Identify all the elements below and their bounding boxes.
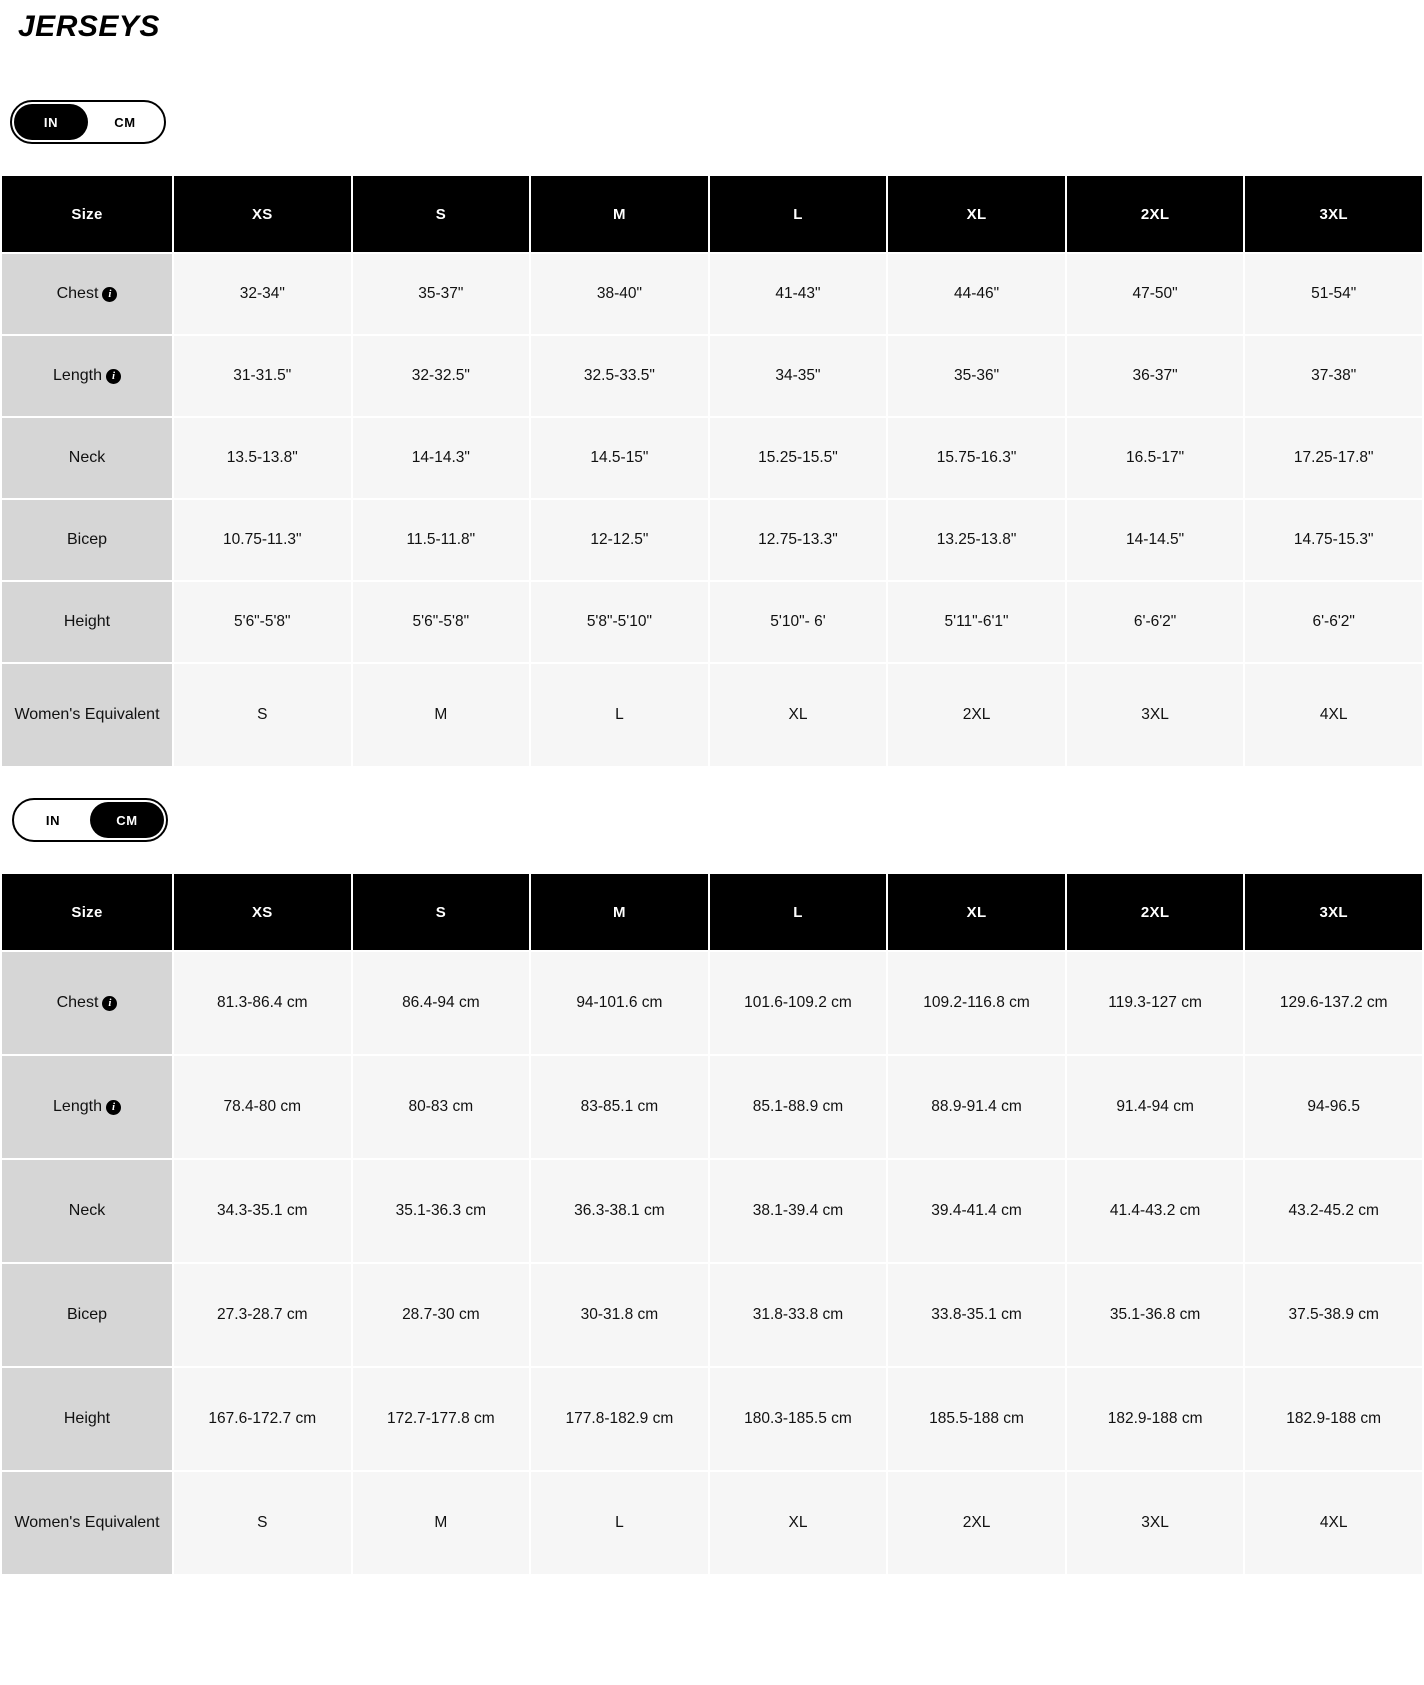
- cell-womens-2xl: 3XL: [1066, 663, 1245, 767]
- cell-height-m: 5'8"-5'10": [530, 581, 709, 663]
- row-header-bicep: Bicep: [1, 499, 173, 581]
- row-header-chest: [1, 253, 173, 335]
- cell-neck-l: 15.25-15.5": [709, 417, 888, 499]
- cell-neck-2xl-cm: 41.4-43.2 cm: [1066, 1159, 1245, 1263]
- unit-toggle-inches[interactable]: [10, 100, 166, 144]
- size-table-inches-body: [1, 253, 1423, 767]
- cell-neck-m-cm: 36.3-38.1 cm: [530, 1159, 709, 1263]
- cell-length-xs-cm: 78.4-80 cm: [173, 1055, 352, 1159]
- column-header-xl-cm: XL: [887, 873, 1066, 951]
- column-header-size: Size: [1, 175, 173, 253]
- cell-womens-3xl: 4XL: [1244, 663, 1423, 767]
- cell-length-l-cm: 85.1-88.9 cm: [709, 1055, 888, 1159]
- cell-height-xl: 5'11"-6'1": [887, 581, 1066, 663]
- cell-bicep-xl: 13.25-13.8": [887, 499, 1066, 581]
- size-table-inches-wrapper: [0, 174, 1424, 768]
- cell-length-2xl: 36-37": [1066, 335, 1245, 417]
- cell-bicep-2xl-cm: 35.1-36.8 cm: [1066, 1263, 1245, 1367]
- cell-chest-s: 35-37": [352, 253, 531, 335]
- cell-womens-m-cm: L: [530, 1471, 709, 1575]
- cell-chest-xl-cm: 109.2-116.8 cm: [887, 951, 1066, 1055]
- cell-length-s-cm: 80-83 cm: [352, 1055, 531, 1159]
- cell-bicep-xs-cm: 27.3-28.7 cm: [173, 1263, 352, 1367]
- cell-womens-m: L: [530, 663, 709, 767]
- cell-height-2xl: 6'-6'2": [1066, 581, 1245, 663]
- cell-bicep-l-cm: 31.8-33.8 cm: [709, 1263, 888, 1367]
- column-header-xl: XL: [887, 175, 1066, 253]
- cell-chest-m-cm: 94-101.6 cm: [530, 951, 709, 1055]
- unit-option-in[interactable]: IN: [14, 104, 88, 140]
- cell-womens-xs-cm: S: [173, 1471, 352, 1575]
- cell-height-xs-cm: 167.6-172.7 cm: [173, 1367, 352, 1471]
- size-table-centimeters: [0, 872, 1424, 1576]
- row-header-bicep-cm: Bicep: [1, 1263, 173, 1367]
- size-chart-page: [0, 10, 1424, 1685]
- row-header-womens-equivalent-cm: Women's Equivalent: [1, 1471, 173, 1575]
- cell-length-2xl-cm: 91.4-94 cm: [1066, 1055, 1245, 1159]
- info-icon[interactable]: i: [102, 996, 117, 1011]
- cell-neck-2xl: 16.5-17": [1066, 417, 1245, 499]
- cell-chest-xs-cm: 81.3-86.4 cm: [173, 951, 352, 1055]
- unit-toggle-centimeters-wrapper: [2, 798, 1424, 842]
- cell-height-l-cm: 180.3-185.5 cm: [709, 1367, 888, 1471]
- column-header-s-cm: S: [352, 873, 531, 951]
- cell-neck-s-cm: 35.1-36.3 cm: [352, 1159, 531, 1263]
- cell-bicep-s-cm: 28.7-30 cm: [352, 1263, 531, 1367]
- cell-length-l: 34-35": [709, 335, 888, 417]
- table-row: [1, 1367, 1423, 1471]
- column-header-xs: XS: [173, 175, 352, 253]
- cell-height-l: 5'10"- 6': [709, 581, 888, 663]
- table-row: [1, 253, 1423, 335]
- cell-neck-xl-cm: 39.4-41.4 cm: [887, 1159, 1066, 1263]
- size-table-centimeters-wrapper: [0, 872, 1424, 1576]
- row-header-womens-equivalent: Women's Equivalent: [1, 663, 173, 767]
- cell-womens-l: XL: [709, 663, 888, 767]
- table-row: [1, 1263, 1423, 1367]
- table-row: [1, 335, 1423, 417]
- row-header-chest-cm: [1, 951, 173, 1055]
- table-header-row: [1, 873, 1423, 951]
- cell-chest-3xl: 51-54": [1244, 253, 1423, 335]
- cell-neck-xl: 15.75-16.3": [887, 417, 1066, 499]
- cell-chest-m: 38-40": [530, 253, 709, 335]
- cell-height-3xl-cm: 182.9-188 cm: [1244, 1367, 1423, 1471]
- cell-neck-3xl-cm: 43.2-45.2 cm: [1244, 1159, 1423, 1263]
- cell-chest-l: 41-43": [709, 253, 888, 335]
- page-title: JERSEYS: [18, 10, 160, 43]
- cell-womens-xl-cm: 2XL: [887, 1471, 1066, 1575]
- cell-womens-3xl-cm: 4XL: [1244, 1471, 1423, 1575]
- row-header-length: [1, 335, 173, 417]
- column-header-2xl-cm: 2XL: [1066, 873, 1245, 951]
- cell-length-3xl-cm: 94-96.5: [1244, 1055, 1423, 1159]
- column-header-s: S: [352, 175, 531, 253]
- cell-chest-2xl: 47-50": [1066, 253, 1245, 335]
- cell-neck-m: 14.5-15": [530, 417, 709, 499]
- table-row: [1, 1159, 1423, 1263]
- cell-womens-l-cm: XL: [709, 1471, 888, 1575]
- table-row: [1, 1055, 1423, 1159]
- cell-neck-xs-cm: 34.3-35.1 cm: [173, 1159, 352, 1263]
- info-icon[interactable]: i: [102, 287, 117, 302]
- table-row: [1, 1471, 1423, 1575]
- cell-neck-xs: 13.5-13.8": [173, 417, 352, 499]
- row-header-length-cm: [1, 1055, 173, 1159]
- cell-chest-2xl-cm: 119.3-127 cm: [1066, 951, 1245, 1055]
- cell-womens-xs: S: [173, 663, 352, 767]
- table-row: [1, 499, 1423, 581]
- size-table-centimeters-body: [1, 951, 1423, 1575]
- row-header-height-cm: Height: [1, 1367, 173, 1471]
- cell-chest-3xl-cm: 129.6-137.2 cm: [1244, 951, 1423, 1055]
- cell-womens-s-cm: M: [352, 1471, 531, 1575]
- column-header-m: M: [530, 175, 709, 253]
- table-row: [1, 417, 1423, 499]
- table-header-row: [1, 175, 1423, 253]
- cell-bicep-m-cm: 30-31.8 cm: [530, 1263, 709, 1367]
- size-table-inches-head: [1, 175, 1423, 253]
- row-label-length: Length: [53, 367, 102, 384]
- unit-option-in-2[interactable]: IN: [45, 812, 61, 828]
- row-header-neck: Neck: [1, 417, 173, 499]
- cell-bicep-xs: 10.75-11.3": [173, 499, 352, 581]
- cell-chest-s-cm: 86.4-94 cm: [352, 951, 531, 1055]
- unit-option-cm[interactable]: CM: [114, 114, 136, 130]
- column-header-m-cm: M: [530, 873, 709, 951]
- column-header-l-cm: L: [709, 873, 888, 951]
- cell-womens-2xl-cm: 3XL: [1066, 1471, 1245, 1575]
- cell-neck-3xl: 17.25-17.8": [1244, 417, 1423, 499]
- cell-neck-l-cm: 38.1-39.4 cm: [709, 1159, 888, 1263]
- cell-length-m-cm: 83-85.1 cm: [530, 1055, 709, 1159]
- table-row: [1, 951, 1423, 1055]
- cell-length-s: 32-32.5": [352, 335, 531, 417]
- column-header-xs-cm: XS: [173, 873, 352, 951]
- cell-length-m: 32.5-33.5": [530, 335, 709, 417]
- cell-womens-s: M: [352, 663, 531, 767]
- cell-height-s: 5'6"-5'8": [352, 581, 531, 663]
- cell-chest-l-cm: 101.6-109.2 cm: [709, 951, 888, 1055]
- row-header-height: Height: [1, 581, 173, 663]
- row-label-length-cm: Length: [53, 1098, 102, 1115]
- cell-chest-xl: 44-46": [887, 253, 1066, 335]
- unit-toggle-centimeters[interactable]: [12, 798, 168, 842]
- cell-height-2xl-cm: 182.9-188 cm: [1066, 1367, 1245, 1471]
- cell-height-3xl: 6'-6'2": [1244, 581, 1423, 663]
- info-icon[interactable]: i: [106, 369, 121, 384]
- column-header-3xl: 3XL: [1244, 175, 1423, 253]
- cell-bicep-2xl: 14-14.5": [1066, 499, 1245, 581]
- cell-bicep-3xl: 14.75-15.3": [1244, 499, 1423, 581]
- info-icon[interactable]: i: [106, 1100, 121, 1115]
- cell-length-xs: 31-31.5": [173, 335, 352, 417]
- cell-bicep-xl-cm: 33.8-35.1 cm: [887, 1263, 1066, 1367]
- row-label-chest-cm: Chest: [56, 994, 99, 1011]
- cell-bicep-3xl-cm: 37.5-38.9 cm: [1244, 1263, 1423, 1367]
- cell-bicep-s: 11.5-11.8": [352, 499, 531, 581]
- size-table-inches: [0, 174, 1424, 768]
- cell-height-xl-cm: 185.5-188 cm: [887, 1367, 1066, 1471]
- table-row: [1, 663, 1423, 767]
- row-header-neck-cm: Neck: [1, 1159, 173, 1263]
- cell-length-xl: 35-36": [887, 335, 1066, 417]
- cell-height-s-cm: 172.7-177.8 cm: [352, 1367, 531, 1471]
- cell-neck-s: 14-14.3": [352, 417, 531, 499]
- row-label-chest: Chest: [56, 285, 99, 302]
- unit-option-cm-2[interactable]: CM: [90, 802, 164, 838]
- size-table-centimeters-head: [1, 873, 1423, 951]
- column-header-3xl-cm: 3XL: [1244, 873, 1423, 951]
- cell-bicep-l: 12.75-13.3": [709, 499, 888, 581]
- column-header-2xl: 2XL: [1066, 175, 1245, 253]
- column-header-size-cm: Size: [1, 873, 173, 951]
- cell-chest-xs: 32-34": [173, 253, 352, 335]
- cell-height-xs: 5'6"-5'8": [173, 581, 352, 663]
- table-row: [1, 581, 1423, 663]
- cell-height-m-cm: 177.8-182.9 cm: [530, 1367, 709, 1471]
- cell-bicep-m: 12-12.5": [530, 499, 709, 581]
- cell-length-3xl: 37-38": [1244, 335, 1423, 417]
- cell-womens-xl: 2XL: [887, 663, 1066, 767]
- unit-toggle-inches-wrapper: [0, 100, 1424, 144]
- column-header-l: L: [709, 175, 888, 253]
- cell-length-xl-cm: 88.9-91.4 cm: [887, 1055, 1066, 1159]
